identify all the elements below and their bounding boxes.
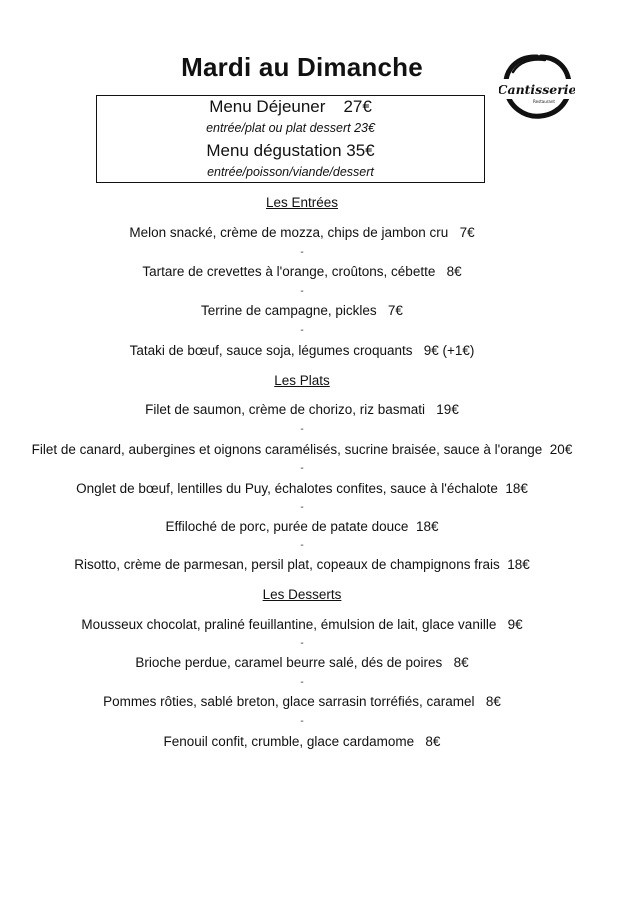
tasting-menu-line: Menu dégustation 35€	[206, 141, 375, 160]
menu-item-name: Brioche perdue, caramel beurre salé, dés de poires	[135, 655, 443, 670]
menu-item-price: 9€	[507, 617, 523, 632]
section-title-plats: Les Plats	[274, 373, 330, 388]
menu-item-name: Filet de canard, aubergines et oignons caramélisés, sucrine braisée, sauce à l'orange	[31, 442, 543, 457]
menu-item	[0, 655, 604, 670]
menu-item-price: 7€	[387, 303, 403, 318]
menu-item	[0, 557, 604, 572]
lunch-menu-detail: entrée/plat ou plat dessert 23€	[206, 121, 375, 135]
item-separator: -	[300, 677, 304, 688]
menu-item-name: Terrine de campagne, pickles	[201, 303, 377, 318]
menu-item	[0, 694, 604, 709]
menu-item	[0, 734, 604, 749]
menu-item	[0, 303, 604, 318]
menu-item-name: Risotto, crème de parmesan, persil plat, copeaux de champignons frais	[74, 557, 500, 572]
menu-item-name: Filet de saumon, crème de chorizo, riz basmati	[145, 402, 426, 417]
menu-item-name: Mousseux chocolat, praliné feuillantine, émulsion de lait, glace vanille	[81, 617, 497, 632]
lunch-menu-line	[97, 97, 484, 117]
restaurant-logo	[499, 52, 575, 122]
menu-item-price: 8€	[453, 655, 469, 670]
menu-item-name: Pommes rôties, sablé breton, glace sarrasin torréfiés, caramel	[103, 694, 475, 709]
menu-item	[0, 402, 604, 417]
menu-item-price: 20€	[549, 442, 573, 457]
item-separator: -	[300, 463, 304, 474]
menu-item-price: 8€	[425, 734, 441, 749]
item-separator: -	[300, 540, 304, 551]
logo-text: Cantisserie	[499, 82, 575, 97]
item-separator: -	[300, 638, 304, 649]
menu-item-name: Tataki de bœuf, sauce soja, légumes croquants	[129, 343, 413, 358]
brush-circle-icon	[499, 52, 575, 122]
menu-item-price: 8€	[446, 264, 462, 279]
menu-box	[96, 95, 485, 183]
menu-item-price: 18€	[505, 481, 528, 496]
menu-item-price: 8€	[485, 694, 501, 709]
menu-item-name: Tartare de crevettes à l'orange, croûtons, cébette	[142, 264, 436, 279]
menu-item-name: Melon snacké, crème de mozza, chips de jambon cru	[129, 225, 449, 240]
menu-item-price: 9€ (+1€)	[423, 343, 475, 358]
menu-item-name: Onglet de bœuf, lentilles du Puy, échalotes confites, sauce à l'échalote	[76, 481, 498, 496]
item-separator: -	[300, 247, 304, 258]
item-separator: -	[300, 325, 304, 336]
section-title-desserts: Les Desserts	[262, 587, 342, 602]
menu-item	[0, 225, 604, 240]
menu-item-name: Effiloché de porc, purée de patate douce	[165, 519, 409, 534]
menu-item	[0, 343, 604, 358]
menu-item-price: 18€	[415, 519, 439, 534]
menu-item-name: Fenouil confit, crumble, glace cardamome	[163, 734, 415, 749]
menu-item-price: 19€	[436, 402, 459, 417]
item-separator: -	[300, 286, 304, 297]
menu-item-price: 18€	[507, 557, 530, 572]
section-title-entrees: Les Entrées	[265, 195, 339, 210]
lunch-menu-price: 27€	[343, 97, 372, 116]
menu-item	[0, 264, 604, 279]
tasting-menu-detail: entrée/poisson/viande/dessert	[207, 165, 374, 179]
menu-item-price: 7€	[459, 225, 475, 240]
logo-subtext: Restaurant	[533, 99, 555, 104]
page-title: Mardi au Dimanche	[181, 52, 423, 82]
item-separator: -	[300, 502, 304, 513]
menu-item	[0, 519, 604, 534]
menu-item	[0, 481, 604, 496]
lunch-menu-label: Menu Déjeuner	[209, 97, 326, 116]
item-separator: -	[300, 424, 304, 435]
menu-item	[0, 442, 604, 457]
item-separator: -	[300, 716, 304, 727]
menu-item	[0, 617, 604, 632]
